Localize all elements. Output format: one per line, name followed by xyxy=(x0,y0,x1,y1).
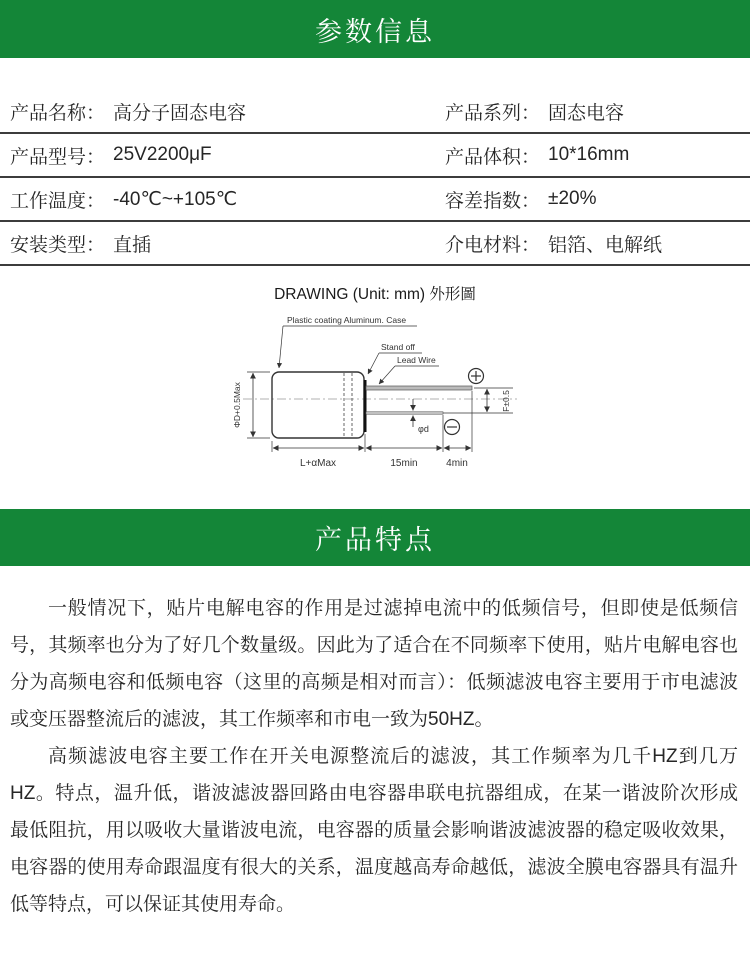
wire-diameter-label: φd xyxy=(418,424,429,434)
leader-line xyxy=(279,326,283,368)
polarity-plus-icon xyxy=(469,369,484,384)
spec-label: 产品系列： xyxy=(445,102,541,124)
lead-wire-top xyxy=(366,386,472,390)
lead-min-label: 15min xyxy=(390,458,418,469)
params-banner xyxy=(0,0,750,58)
spec-cell xyxy=(0,186,435,213)
spec-cell xyxy=(435,186,750,213)
spec-value: 高分子固态电容 xyxy=(113,102,247,124)
features-banner-title: 产品特点 xyxy=(315,525,435,555)
features-banner xyxy=(0,509,750,566)
spec-label: 工作温度： xyxy=(10,190,106,212)
spec-cell xyxy=(0,142,435,169)
polarity-minus-icon xyxy=(445,420,460,435)
spec-value: 直插 xyxy=(113,234,152,256)
spec-label: 安装类型： xyxy=(10,234,106,256)
body-length-label: L+αMax xyxy=(299,458,337,469)
spec-cell xyxy=(0,230,435,257)
spec-value: 10*16mm xyxy=(548,144,630,165)
capacitor-drawing-svg xyxy=(225,310,525,482)
stand-off-label: Stand off xyxy=(381,342,415,352)
leader-line xyxy=(379,366,395,384)
body-diameter-label: ΦD+0.5Max xyxy=(232,382,242,428)
drawing-title: DRAWING (Unit: mm) 外形圖 xyxy=(274,286,476,303)
case-label: Plastic coating Aluminum. Case xyxy=(287,315,407,325)
spec-label: 产品型号： xyxy=(10,146,106,168)
features-section xyxy=(0,566,750,953)
spec-row-model-volume xyxy=(0,134,750,178)
spec-value: ±20% xyxy=(548,188,597,209)
capacitor-outline-drawing xyxy=(225,310,525,487)
spec-value: -40℃~+105℃ xyxy=(113,188,238,210)
spec-cell xyxy=(435,98,750,125)
spec-label: 产品体积： xyxy=(445,146,541,168)
spec-table xyxy=(0,90,750,266)
features-paragraph-2: 高频滤波电容主要工作在开关电源整流后的滤波，其工作频率为几千HZ到几万HZ。特点，温升低，谐波滤波器回路由电容器串联电抗器组成，在某一谐波阶次形成最低阻抗，用以吸收大量谐波电流，电容器的质量会影响谐波滤波器的稳定吸收效果，电容器的使用寿命跟温度有很大的关系，温度越高寿命越低，滤波全膜电容器具有温升低等特点，可以保证其使用寿命。 xyxy=(10,746,738,915)
features-paragraph-1: 一般情况下，贴片电解电容的作用是过滤掉电流中的低频信号，但即使是低频信号，其频率也分为了好几个数量级。因此为了适合在不同频率下使用，贴片电解电容也分为高频电容和低频电容（这里的高频是相对而言）：低频滤波电容主要用于市电滤波或变压器整流后的滤波，其工作频率和市电一致为50HZ。 xyxy=(10,598,738,730)
spec-cell xyxy=(0,98,435,125)
spec-cell xyxy=(435,142,750,169)
spec-label: 容差指数： xyxy=(445,190,541,212)
spec-row-name-series xyxy=(0,90,750,134)
spec-value: 25V2200μF xyxy=(113,144,212,165)
spec-row-temp-tolerance xyxy=(0,178,750,222)
spec-label: 产品名称： xyxy=(10,102,106,124)
lead-wire-bottom xyxy=(366,412,443,414)
leader-line xyxy=(368,353,379,374)
lead-extra-label: 4min xyxy=(446,458,468,469)
capacitor-body xyxy=(272,372,364,438)
spec-value: 铝箔、电解纸 xyxy=(548,234,663,256)
lead-spacing-label: F±0.5 xyxy=(501,390,511,412)
params-banner-title: 参数信息 xyxy=(315,16,435,47)
spec-value: 固态电容 xyxy=(548,102,625,124)
spec-cell xyxy=(435,230,750,257)
spec-label: 介电材料： xyxy=(445,234,541,256)
spec-row-mount-dielectric xyxy=(0,222,750,266)
lead-wire-label: Lead Wire xyxy=(397,355,436,365)
